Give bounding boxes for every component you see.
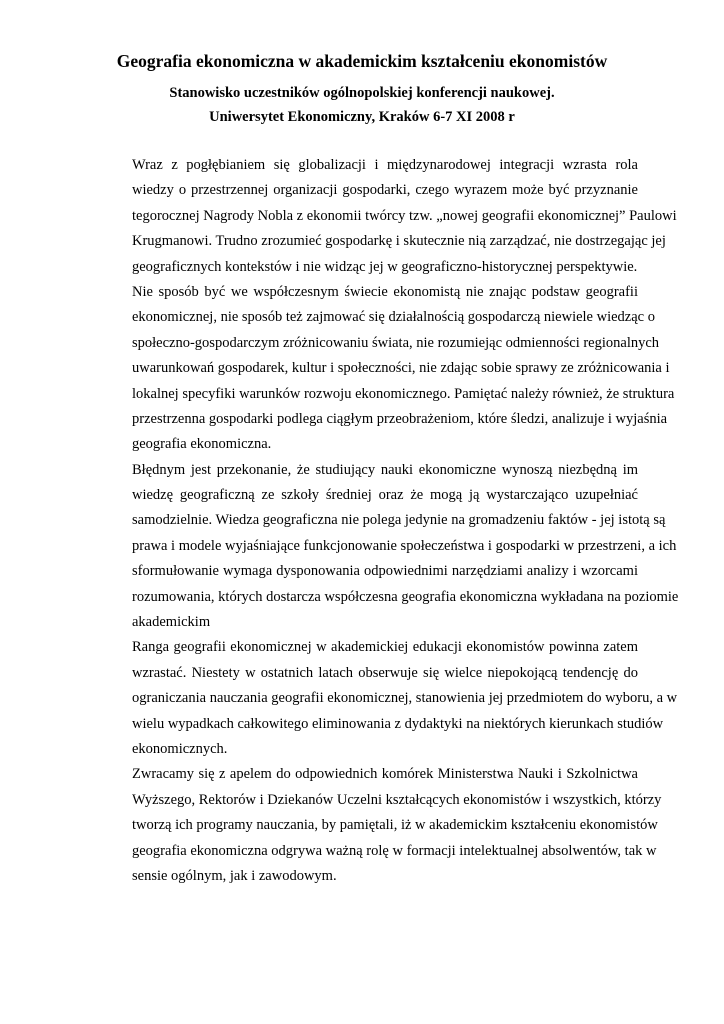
document-title: Geografia ekonomiczna w akademickim kształceniu ekonomistów [116,51,608,71]
paragraph-line: Błędnym jest przekonanie, że studiujący nauki ekonomiczne wynoszą niezbędną im [132,461,638,478]
paragraph-line: geografia ekonomiczna. [132,436,272,453]
paragraph-line: Wyższego, Rektorów i Dziekanów Uczelni kształcących ekonomistów i wszystkich, którzy [132,791,662,808]
paragraph-line: tworzą ich programy nauczania, by pamiętali, iż w akademickim kształceniu ekonomistów [132,817,658,834]
paragraph-line: ekonomicznych. [132,740,228,757]
paragraph-line: społeczno-gospodarczym zróżnicowaniu świata, nie rozumiejąc odmienności regionalnych [132,334,660,351]
paragraph-line: uwarunkowań gospodarek, kultur i społeczności, nie zdając sobie sprawy ze zróżnicowania i [132,360,670,377]
paragraph-line: geograficznych kontekstów i nie widząc jej w geograficzno-historycznej perspektywie. [132,258,638,275]
paragraph-2 [88,280,675,458]
paragraph-line: sformułowanie wymaga dysponowania odpowiednimi narzędziami analizy i wzorcami [132,563,638,580]
document-subtitle: Stanowisko uczestników ogólnopolskiej konferencji naukowej. [169,85,555,101]
paragraph-line: Wraz z pogłębianiem się globalizacji i międzynarodowej integracji wzrasta rola [132,157,638,173]
document-body [88,153,679,889]
paragraph-5 [88,762,662,889]
paragraph-line: Nie sposób być we współczesnym świecie ekonomistą nie znając podstaw geografii [132,283,638,300]
paragraph-line: samodzielnie. Wiedza geograficzna nie polega jedynie na gromadzeniu faktów - jej istotą są [132,512,666,529]
paragraph-line: sensie ogólnym, jak i zawodowym. [132,867,337,884]
paragraph-line: wzrastać. Niestety w ostatnich latach obserwuje się wielce niepokojącą tendencję do [132,664,638,681]
paragraph-line: Zwracamy się z apelem do odpowiednich komórek Ministerstwa Nauki i Szkolnictwa [132,766,638,783]
conference-info: Uniwersytet Ekonomiczny, Kraków 6-7 XI 2008 r [209,109,515,125]
paragraph-line: lokalnej specyfiki warunków rozwoju ekonomicznego. Pamiętać należy również, że struktura [132,385,675,402]
paragraph-line: Ranga geografii ekonomicznej w akademickiej edukacji ekonomistów powinna zatem [132,639,638,656]
paragraph-line: tegorocznej Nagrody Nobla z ekonomii twórcy tzw. „nowej geografii ekonomicznej” Paulowi [132,207,677,224]
paragraph-line: wielu wypadkach całkowitego eliminowania z dydaktyki na niektórych kierunkach studiów [132,715,664,732]
paragraph-line: Krugmanowi. Trudno zrozumieć gospodarkę i skutecznie nią zarządzać, nie dostrzegając jej [132,233,666,250]
paragraph-1 [88,153,677,280]
paragraph-line: wiedzę geograficzną ze szkoły średniej oraz że mogą ją wystarczająco uzupełniać [132,487,638,504]
paragraph-line: ograniczania nauczania geografii ekonomicznej, stanowienia jej przedmiotem do wyboru, a w [132,690,678,707]
paragraph-line: przestrzenna gospodarki podlega ciągłym przeobrażeniom, które śledzi, analizuje i wyjaśnia [132,410,668,427]
paragraph-line: prawa i modele wyjaśniające funkcjonowanie społeczeństwa i gospodarki w przestrzeni, a ich [132,537,677,554]
paragraph-line: wiedzy o przestrzennej organizacji gospodarki, czego wyrazem może być przyznanie [132,182,638,199]
paragraph-line: akademickim [132,614,211,631]
paragraph-line: rozumowania, których dostarcza współczesna geografia ekonomiczna wykładana na poziomie [132,588,679,605]
paragraph-line: geografia ekonomiczna odgrywa ważną rolę w formacji intelektualnej absolwentów, tak w [132,842,657,859]
paragraph-3 [88,458,679,636]
paragraph-line: ekonomicznej, nie sposób też zajmować się działalnością gospodarczą niewiele wiedząc o [132,309,655,326]
paragraph-4 [88,635,678,762]
